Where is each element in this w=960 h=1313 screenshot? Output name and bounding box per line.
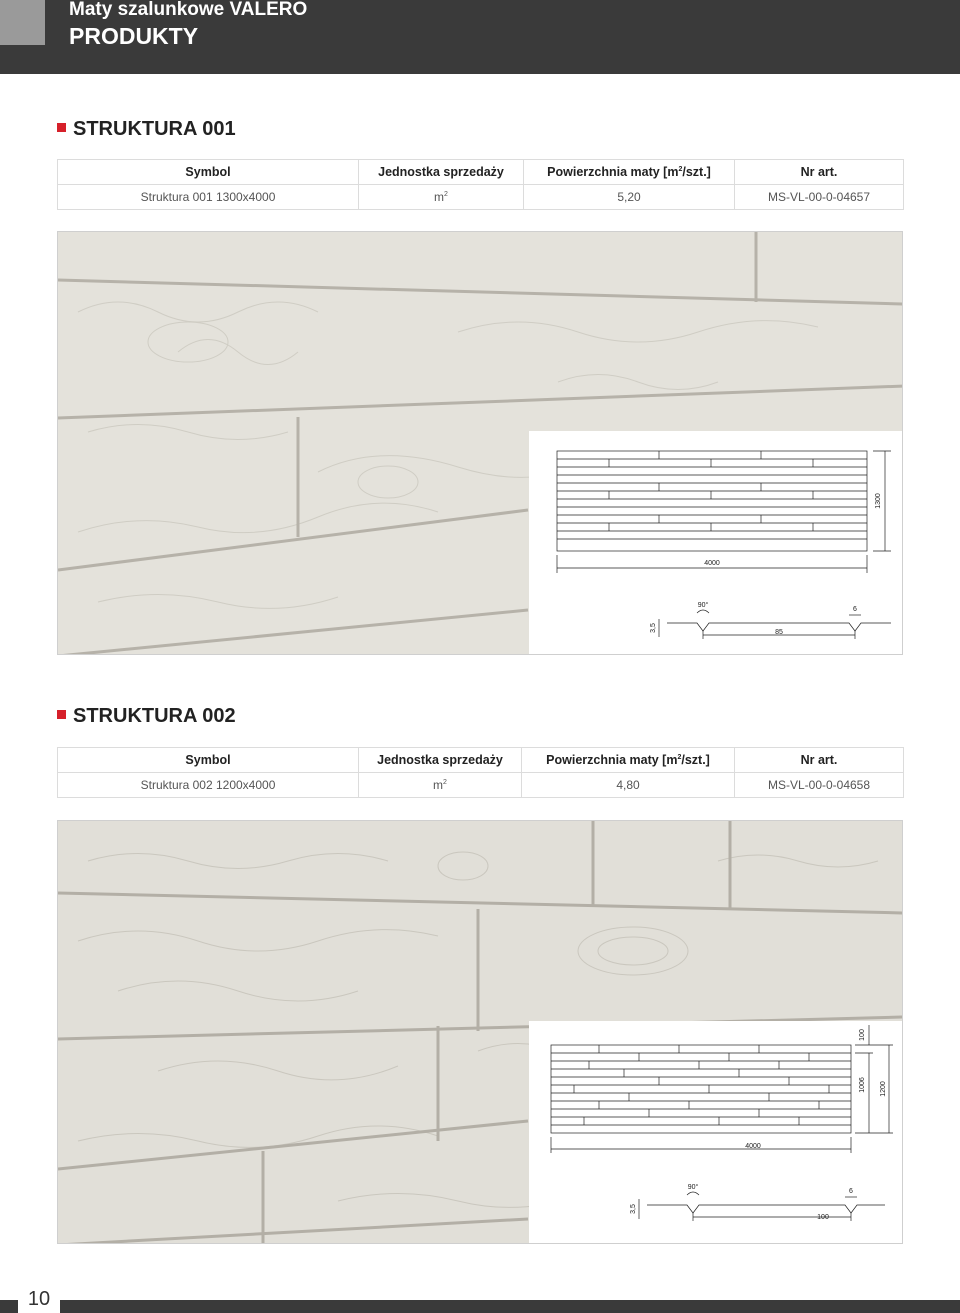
product-photo-1 [57,231,903,655]
cell-unit-text: m [434,190,445,204]
cell-symbol: Struktura 001 1300x4000 [58,185,359,210]
section-heading-2-text: STRUKTURA 002 [73,705,236,727]
header-title: PRODUKTY [69,23,199,49]
col-unit: Jednostka sprzedaży [359,748,522,773]
dim-height-label: 1200 [880,1081,887,1097]
cell-article: MS-VL-00-0-04657 [735,185,904,210]
cell-unit-text: m [433,778,444,792]
section-heading-1 [57,118,236,141]
dim-height-label: 1300 [875,493,882,509]
table-row [58,773,904,798]
col-area [524,160,735,185]
spec-table-1 [57,159,904,210]
col-article: Nr art. [735,160,904,185]
cell-unit [359,773,522,798]
dim-width-label: 4000 [745,1143,761,1150]
col-symbol: Symbol [58,160,359,185]
dim-inner-label: 1006 [859,1077,866,1093]
cell-area: 5,20 [524,185,735,210]
dim-width-label: 4000 [704,560,720,567]
dim-angle-label: 90° [687,1184,699,1191]
dim-pitch-label: 85 [775,629,783,636]
cell-symbol: Struktura 002 1200x4000 [58,773,359,798]
cell-area: 4,80 [522,773,735,798]
col-area [522,748,735,773]
col-area-sup: 2 [677,753,682,761]
footer-bar [0,1300,960,1313]
col-symbol: Symbol [58,748,359,773]
dim-gap-label: 6 [853,606,857,613]
cell-article: MS-VL-00-0-04658 [735,773,904,798]
dim-depth-label: 3,5 [650,623,657,633]
dimension-diagram-2 [529,1021,903,1244]
cell-unit-sup: 2 [444,191,448,198]
section-heading-1-text: STRUKTURA 001 [73,118,236,140]
cell-unit [359,185,524,210]
col-unit: Jednostka sprzedaży [359,160,524,185]
page-number: 10 [18,1285,60,1313]
header-subtitle: Maty szalunkowe VALERO [69,0,308,20]
dim-angle-label: 90° [697,602,709,609]
col-area-prefix: Powierzchnia maty [m [546,753,678,767]
spec-table-2 [57,747,904,798]
red-square-bullet-icon [57,710,66,719]
table-row [58,185,904,210]
dim-top-label: 100 [859,1029,866,1041]
col-article: Nr art. [735,748,904,773]
table-header-row [58,748,904,773]
dimension-diagram-1 [529,431,903,655]
col-area-suffix: /szt.] [681,753,710,767]
dim-gap-label: 6 [849,1188,853,1195]
header-accent-square [0,0,45,45]
cell-unit-sup: 2 [443,779,447,786]
product-photo-2 [57,820,903,1244]
red-square-bullet-icon [57,123,66,132]
col-area-prefix: Powierzchnia maty [m [547,165,679,179]
dim-pitch-label: 100 [817,1214,829,1221]
col-area-sup: 2 [678,165,683,173]
page-header [0,0,960,74]
dim-depth-label: 3,5 [630,1204,637,1214]
col-area-suffix: /szt.] [682,165,711,179]
section-heading-2 [57,705,236,728]
table-header-row [58,160,904,185]
